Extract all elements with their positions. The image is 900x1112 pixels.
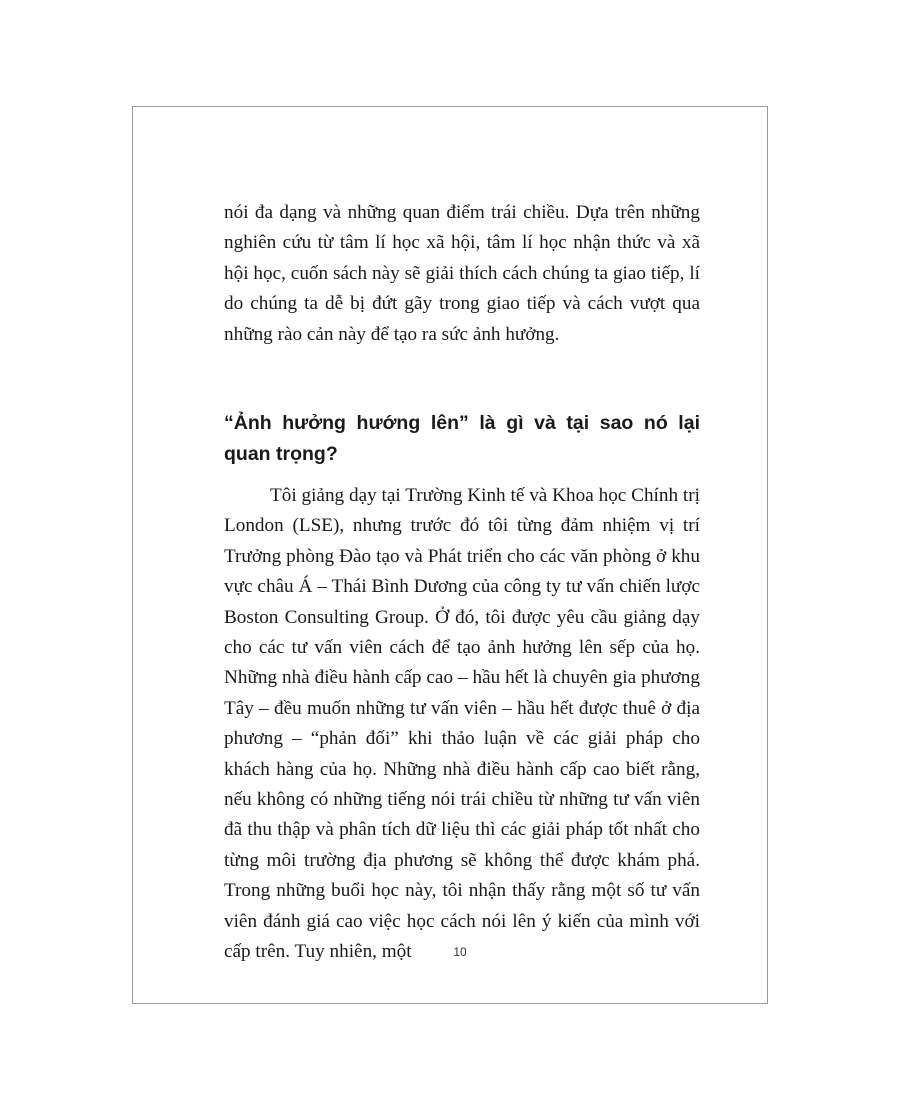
- page-number: 10: [453, 945, 467, 959]
- intro-text-block: [224, 198, 700, 350]
- section-heading: “Ảnh hưởng hướng lên” là gì và tại sao nó lại quan trọng?: [224, 412, 700, 465]
- intro-paragraph: nói đa dạng và những quan điểm trái chiều. Dựa trên những nghiên cứu từ tâm lí học xã hội, tâm lí học nhận thức và xã hội học, cuốn sách này sẽ giải thích cách chúng ta giao tiếp, lí do chúng ta dễ bị đứt gãy trong giao tiếp và cách vượt qua những rào cản này để tạo ra sức ảnh hưởng.: [224, 202, 700, 345]
- body-paragraph: Tôi giảng dạy tại Trường Kinh tế và Khoa học Chính trị London (LSE), nhưng trước đó tôi từng đảm nhiệm vị trí Trưởng phòng Đào tạo và Phát triển cho các văn phòng ở khu vực châu Á – Thái Bình Dương của công ty tư vấn chiến lược Boston Consulting Group. Ở đó, tôi được yêu cầu giảng dạy cho các tư vấn viên cách để tạo ảnh hưởng lên sếp của họ. Những nhà điều hành cấp cao – hầu hết là chuyên gia phương Tây – đều muốn những tư vấn viên – hầu hết được thuê ở địa phương – “phản đối” khi thảo luận về các giải pháp cho khách hàng của họ. Những nhà điều hành cấp cao biết rằng, nếu không có những tiếng nói trái chiều từ những tư vấn viên đã thu thập và phân tích dữ liệu thì các giải pháp tốt nhất cho từng môi trường địa phương sẽ không thể được khám phá. Trong những buổi học này, tôi nhận thấy rằng một số tư vấn viên đánh giá cao việc học cách nói lên ý kiến của mình với cấp trên. Tuy nhiên, một: [224, 485, 700, 963]
- body-text-block: [224, 481, 700, 968]
